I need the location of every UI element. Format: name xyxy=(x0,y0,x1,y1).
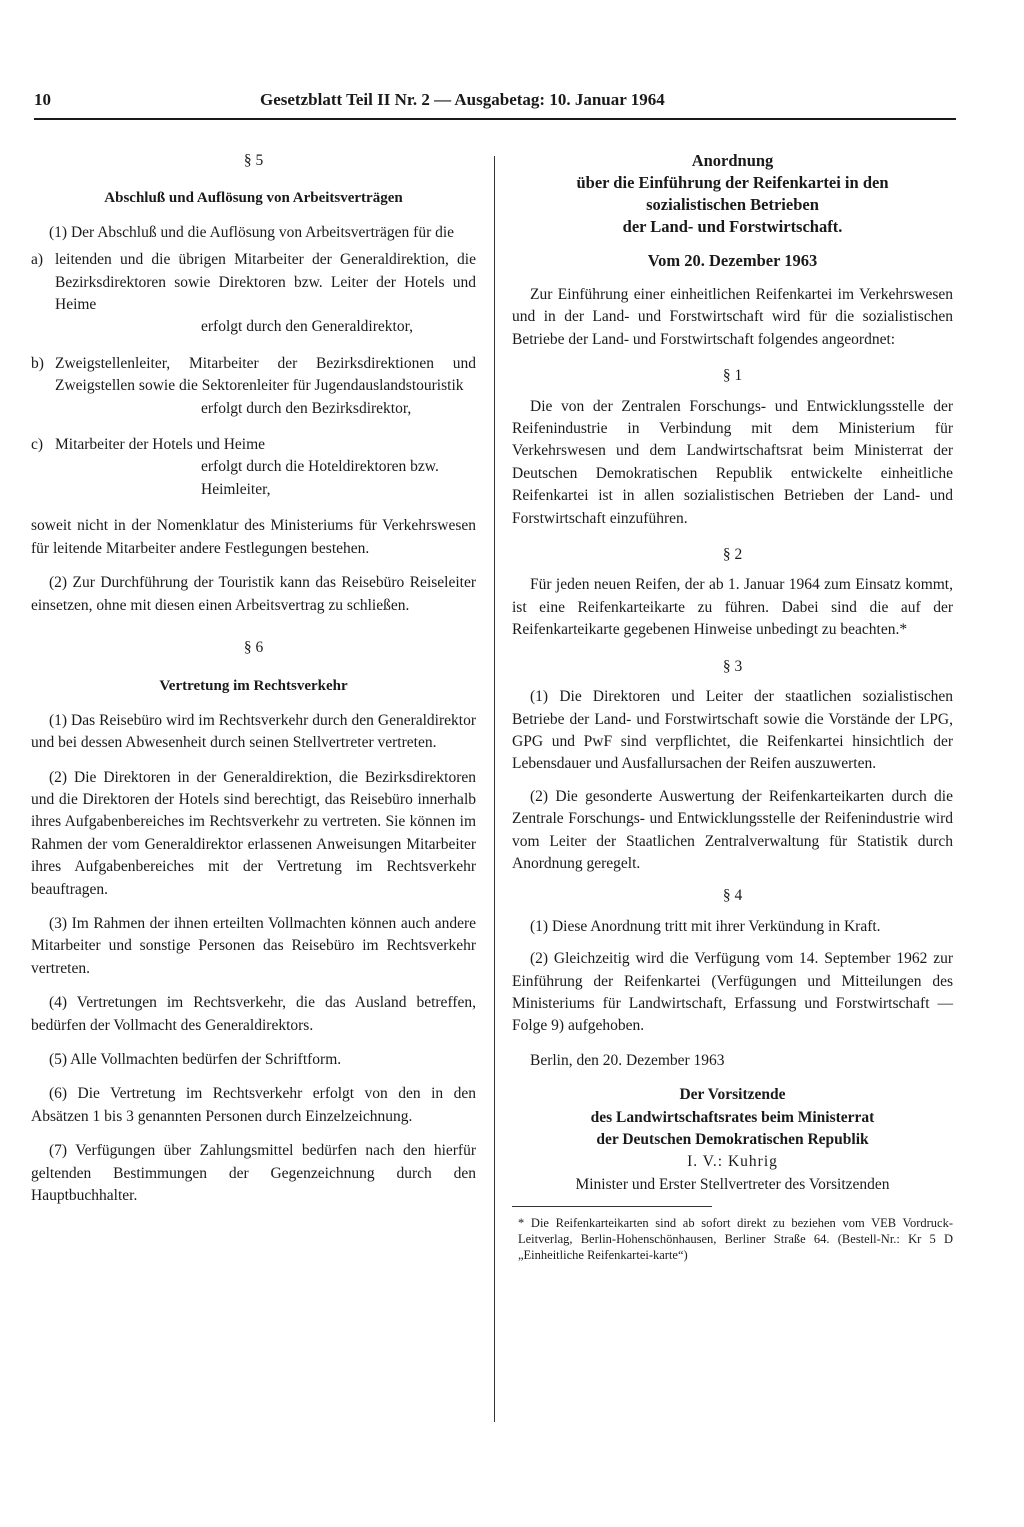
section-5-soweit: soweit nicht in der Nomenklatur des Ministeriums für Verkehrswesen für leitende Mitarbeiter andere Festlegungen bestehen. xyxy=(31,517,476,557)
section-5-title: Abschluß und Auflösung von Arbeitsverträgen xyxy=(104,190,403,207)
list-item-c xyxy=(31,434,476,456)
section-2-text: Für jeden neuen Reifen, der ab 1. Januar 1964 zum Einsatz kommt, ist eine Reifenkarteikarte zu führen. Dabei sind die auf der Reifenkarteikarte gegebenen Hinweise unbedingt zu beachten.* xyxy=(512,576,953,639)
ordinance-heading-4: der Land- und Forstwirtschaft. xyxy=(622,217,843,236)
section-6-para-2: (2) Die Direktoren in der Generaldirektion, die Bezirksdirektoren und die Direktoren der Hotels sind berechtigt, das Reisebüro innerhalb ihres Aufgabenbereiches im Rechtsverkehr zu vertreten. Sie können im Rahmen der vom Generaldirektor erlassenen Anweisungen Mitarbeiter ihres Aufgabenbereiches mit der Vertretung im Rechtsverkehr beauftragen. xyxy=(31,768,476,898)
section-6-para-3: (3) Im Rahmen der ihnen erteilten Vollmachten können auch andere Mitarbeiter und sonstige Personen das Reisebüro im Rechtsverkehr vertreten. xyxy=(31,914,476,977)
section-6-para-6: (6) Die Vertretung im Rechtsverkehr erfolgt von den in den Absätzen 1 bis 3 genannten Personen durch Einzelzeichnung. xyxy=(31,1085,476,1125)
column-divider xyxy=(494,156,495,1422)
section-6-title: Vertretung im Rechtsverkehr xyxy=(159,678,348,695)
page-header xyxy=(34,90,956,120)
footnote-rule xyxy=(512,1206,712,1207)
section-3-para-2: (2) Die gesonderte Auswertung der Reifenkarteikarten durch die Zentrale Forschungs- und Entwicklungsstelle der Reifenindustrie wird vom Leiter der Staatlichen Zentralverwaltung für Statistik durch Anordnung geregelt. xyxy=(512,787,953,872)
list-label-c: c) xyxy=(31,436,44,454)
list-text-c: Mitarbeiter der Hotels und Heime xyxy=(55,436,266,454)
section-6-para-1: (1) Das Reisebüro wird im Rechtsverkehr durch den Generaldirektor und bei dessen Abwesenheit durch seinen Stellvertreter vertreten. xyxy=(31,711,476,752)
list-responsible-b: erfolgt durch den Bezirksdirektor, xyxy=(201,399,412,417)
section-2-number: § 2 xyxy=(722,546,743,564)
signature-title-2: des Landwirtschaftsrates beim Ministerrat xyxy=(590,1108,875,1126)
section-4-number: § 4 xyxy=(722,887,743,905)
section-3-para-1: (1) Die Direktoren und Leiter der staatlichen sozialistischen Betriebe der Land- und Forstwirtschaft sowie die Vorstände der LPG, GPG und PwF sind verpflichtet, die Reifenkartei hinsichtlich der Lebensdauer und Ausfallursachen der Reifen auszuwerten. xyxy=(512,688,953,773)
list-responsible-a: erfolgt durch den Generaldirektor, xyxy=(201,318,413,336)
signature-name: I. V.: Kuhrig xyxy=(687,1153,778,1171)
section-1-text: Die von der Zentralen Forschungs- und Entwicklungsstelle der Reifenindustrie in Verbindung mit dem Ministerium für Verkehrswesen und dem Landwirtschaftsrat beim Ministerrat der Deutschen Demokratischen Republik entwickelte einheitliche Reifenkartei ist in allen sozialistischen Betrieben der Land- und Forstwirtschaft einzuführen. xyxy=(512,397,953,527)
signature-title-1: Der Vorsitzende xyxy=(679,1086,786,1104)
section-6-para-7: (7) Verfügungen über Zahlungsmittel bedürfen nach den hierfür geltenden Bestimmungen der Gegenzeichnung durch den Hauptbuchhalter. xyxy=(31,1142,476,1205)
section-4-para-2: (2) Gleichzeitig wird die Verfügung vom 14. September 1962 zur Einführung der Reifenkartei (Verfügungen und Mitteilungen des Ministeriums für Landwirtschaft, Erfassung und Forstwirtschaft — Folge 9) aufgehoben. xyxy=(512,950,953,1035)
section-5-para-2: (2) Zur Durchführung der Touristik kann das Reisebüro Reiseleiter einsetzen, ohne mit diesen einen Arbeitsvertrag zu schließen. xyxy=(31,574,476,614)
section-1-number: § 1 xyxy=(722,367,743,385)
page-number: 10 xyxy=(34,90,51,109)
signature-role: Minister und Erster Stellvertreter des Vorsitzenden xyxy=(575,1175,890,1193)
section-6-para-4: (4) Vertretungen im Rechtsverkehr, die das Ausland betreffen, bedürfen der Vollmacht des Generaldirektors. xyxy=(31,994,476,1034)
section-6-para-5: (5) Alle Vollmachten bedürfen der Schriftform. xyxy=(49,1051,342,1068)
list-text-b: Zweigstellenleiter, Mitarbeiter der Bezirksdirektionen und Zweigstellen sowie die Sektorenleiter für Jugendauslandstouristik xyxy=(55,354,476,395)
section-6-number: § 6 xyxy=(243,638,264,656)
signature-title-3: der Deutschen Demokratischen Republik xyxy=(596,1131,869,1148)
section-5-number: § 5 xyxy=(243,152,264,169)
ordinance-heading-2: über die Einführung der Reifenkartei in den xyxy=(576,173,889,192)
list-label-a: a) xyxy=(31,251,44,269)
list-item-a xyxy=(31,249,476,316)
section-3-number: § 3 xyxy=(722,657,743,675)
ordinance-intro: Zur Einführung einer einheitlichen Reifenkartei im Verkehrswesen und in der Land- und Forstwirtschaft wird für die sozialistischen Betriebe der Land- und Forstwirtschaft folgendes angeordnet: xyxy=(512,286,953,348)
ordinance-heading-3: sozialistischen Betrieben xyxy=(646,195,819,214)
ordinance-heading-1: Anordnung xyxy=(691,151,774,170)
place-date: Berlin, den 20. Dezember 1963 xyxy=(530,1051,725,1069)
section-4-para-1: (1) Diese Anordnung tritt mit ihrer Verkündung in Kraft. xyxy=(530,917,881,935)
footnote: * Die Reifenkarteikarten sind ab sofort direkt zu beziehen vom VEB Vordruck-Leitverlag, Berlin-Hohenschönhausen, Berliner Straße 64. (Bestell-Nr.: Kr 5 D „Einheitliche Reifenkartei-karte“) xyxy=(518,1216,953,1263)
list-label-b: b) xyxy=(31,354,44,372)
section-5-para-1: (1) Der Abschluß und die Auflösung von Arbeitsverträgen für die xyxy=(49,223,455,241)
header-title: Gesetzblatt Teil II Nr. 2 — Ausgabetag: 10. Januar 1964 xyxy=(260,90,665,109)
list-item-b xyxy=(31,353,476,398)
list-responsible-c: erfolgt durch die Hoteldirektoren bzw. Heimleiter, xyxy=(201,458,439,498)
ordinance-date: Vom 20. Dezember 1963 xyxy=(647,251,818,270)
list-text-a: leitenden und die übrigen Mitarbeiter der Generaldirektion, die Bezirksdirektoren sowie Direktoren bzw. Leiter der Hotels und Heime xyxy=(55,251,476,314)
left-column xyxy=(31,150,476,1207)
right-column xyxy=(512,150,953,1263)
